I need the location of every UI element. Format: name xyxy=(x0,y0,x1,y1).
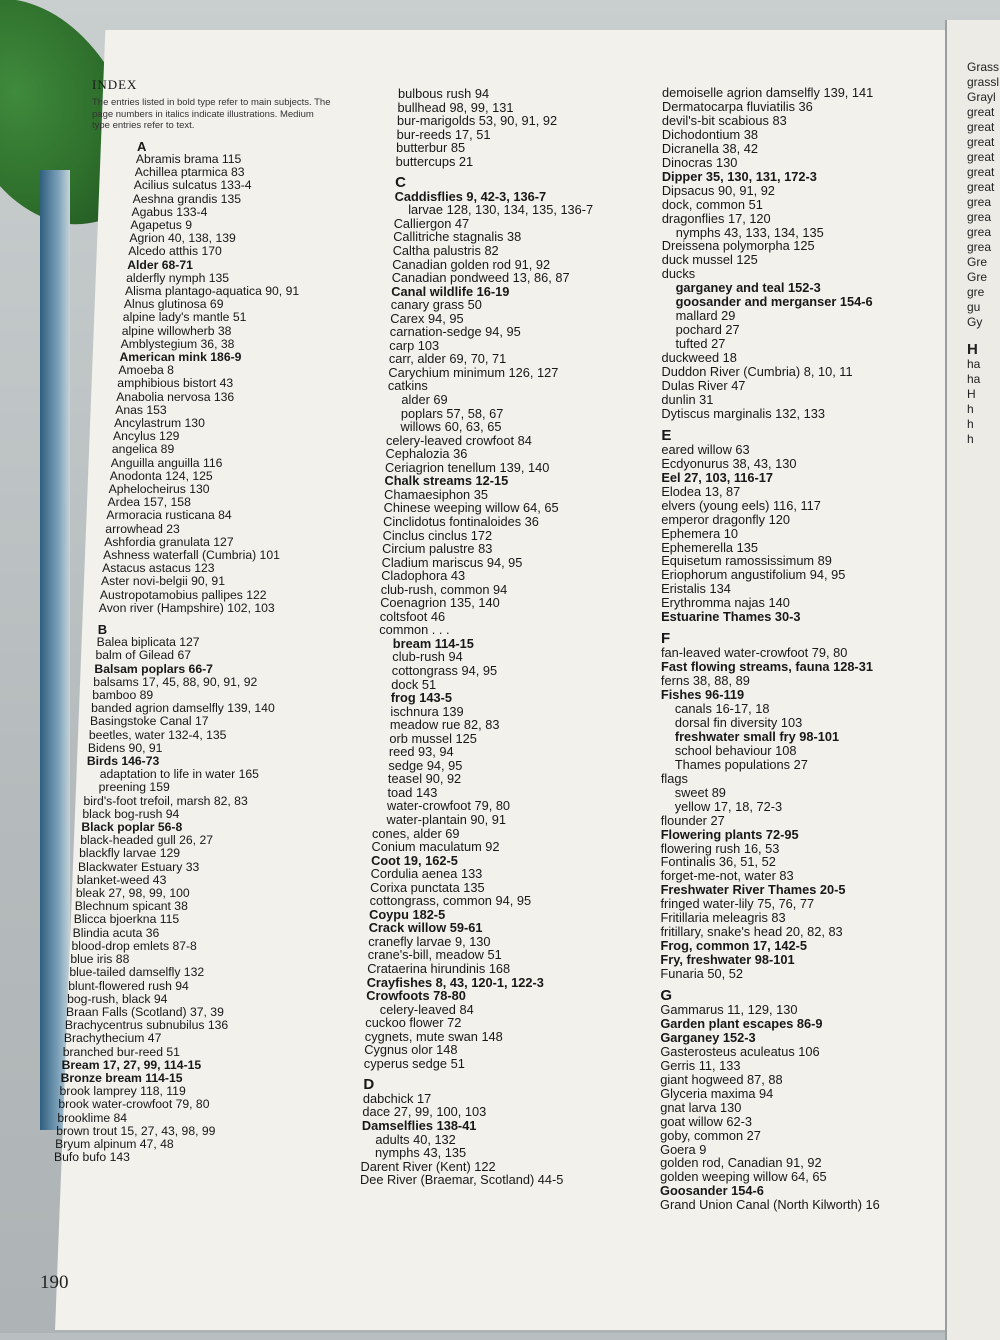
index-entry: Carex 94, 95 xyxy=(390,310,464,326)
index-entry: blunt-flowered rush 94 xyxy=(68,978,189,993)
index-entry: Chinese weeping willow 64, 65 xyxy=(383,500,559,516)
index-entry: Fast flowing streams, fauna 128-31 xyxy=(661,659,873,675)
index-entry: Cinclidotus fontinaloides 36 xyxy=(383,513,539,529)
index-entry: brook water-crowfoot 79, 80 xyxy=(58,1097,210,1112)
index-entry: Garden plant escapes 86-9 xyxy=(660,1015,823,1031)
index-entry: Bufo bufo 143 xyxy=(54,1150,130,1165)
index-entry: duckweed 18 xyxy=(661,350,737,366)
index-entry: Austropotamobius pallipes 122 xyxy=(99,587,267,602)
index-entry: carnation-sedge 94, 95 xyxy=(389,324,521,340)
index-entry: dace 27, 99, 100, 103 xyxy=(362,1104,487,1120)
index-entry: brook lamprey 118, 119 xyxy=(59,1084,186,1099)
index-entry: eared willow 63 xyxy=(661,441,750,457)
index-entry: Brachythecium 47 xyxy=(63,1031,162,1046)
index-entry: cones, alder 69 xyxy=(372,825,460,841)
index-entry: Eriophorum angustifolium 94, 95 xyxy=(661,567,846,583)
index-entry: Dipper 35, 130, 131, 172-3 xyxy=(661,168,817,184)
index-entry: Canal wildlife 16-19 xyxy=(391,283,510,299)
index-entry: Bronze bream 114-15 xyxy=(60,1070,183,1085)
index-subentry: adaptation to life in water 165 xyxy=(99,767,259,782)
index-entry: duck mussel 125 xyxy=(661,252,758,268)
index-entry: butterbur 85 xyxy=(396,140,466,156)
index-entry: canary grass 50 xyxy=(390,297,482,313)
index-entry: Ancylastrum 130 xyxy=(114,415,205,430)
index-entry: Agrion 40, 138, 139 xyxy=(129,231,236,246)
index-entry: bleak 27, 98, 99, 100 xyxy=(75,886,190,901)
book-edge xyxy=(40,170,70,1130)
index-subentry: tufted 27 xyxy=(675,336,726,352)
index-entry: ducks xyxy=(661,266,696,282)
index-entry: Amoeba 8 xyxy=(118,363,174,378)
index-subentry: preening 159 xyxy=(98,780,170,795)
index-entry: Ceriagrion tenellum 139, 140 xyxy=(385,459,550,475)
facing-page-fragment: h xyxy=(967,432,974,446)
index-entry: branched bur-reed 51 xyxy=(62,1044,180,1059)
index-entry: Cygnus olor 148 xyxy=(364,1042,458,1058)
index-subentry: willows 60, 63, 65 xyxy=(400,419,502,435)
index-entry: Chamaesiphon 35 xyxy=(384,486,488,502)
index-entry: common . . . xyxy=(379,622,450,638)
index-entry: fritillary, snake's head 20, 82, 83 xyxy=(660,924,843,940)
index-entry: Alcedo atthis 170 xyxy=(128,244,222,259)
index-entry: Balea biplicata 127 xyxy=(96,635,200,650)
index-entry: Aster novi-belgii 90, 91 xyxy=(101,574,225,589)
index-entry: Eel 27, 103, 116-17 xyxy=(661,469,774,485)
index-subentry: nymphs 43, 133, 134, 135 xyxy=(675,224,824,240)
index-entry: Dreissena polymorpha 125 xyxy=(661,238,815,254)
index-entry: Conium maculatum 92 xyxy=(371,839,500,855)
facing-page-fragment: gre xyxy=(967,285,985,299)
index-subentry: adults 40, 132 xyxy=(375,1131,456,1147)
index-entry: alpine lady's mantle 51 xyxy=(122,310,247,325)
index-entry: Bream 17, 27, 99, 114-15 xyxy=(61,1057,202,1072)
index-entry: Fry, freshwater 98-101 xyxy=(660,952,795,968)
index-entry: dock, common 51 xyxy=(661,196,763,212)
index-entry: Caddisflies 9, 42-3, 136-7 xyxy=(394,188,547,204)
index-subentry: dorsal fin diversity 103 xyxy=(674,714,803,730)
facing-page-fragment: Gre xyxy=(967,255,988,269)
index-entry: Goera 9 xyxy=(660,1141,707,1157)
index-entry: golden rod, Canadian 91, 92 xyxy=(660,1155,822,1171)
index-subentry: teasel 90, 92 xyxy=(387,771,462,787)
facing-page-fragment: grassl xyxy=(967,75,1000,89)
index-entry: Alnus glutinosa 69 xyxy=(123,297,224,312)
index-subentry: reed 93, 94 xyxy=(388,744,454,760)
index-subentry: dock 51 xyxy=(391,676,437,692)
index-entry: Dytiscus marginalis 132, 133 xyxy=(661,405,825,421)
facing-page xyxy=(945,20,1000,1340)
index-entry: cottongrass, common 94, 95 xyxy=(369,893,532,909)
index-entry: Avon river (Hampshire) 102, 103 xyxy=(98,600,275,615)
index-entry: Coot 19, 162-5 xyxy=(371,852,458,868)
facing-page-fragment: great xyxy=(967,105,995,119)
index-letter-heading: F xyxy=(661,630,671,648)
page-heading: INDEX xyxy=(92,77,138,92)
index-subentry: club-rush 94 xyxy=(392,649,463,665)
index-entry: Gasterosteus aculeatus 106 xyxy=(660,1043,820,1059)
index-entry: demoiselle agrion damselfly 139, 141 xyxy=(662,85,874,100)
index-entry: emperor dragonfly 120 xyxy=(661,511,790,527)
index-entry: golden weeping willow 64, 65 xyxy=(660,1169,827,1185)
index-entry: club-rush, common 94 xyxy=(380,581,508,597)
index-entry: Dipsacus 90, 91, 92 xyxy=(661,182,775,198)
index-entry: Crack willow 59-61 xyxy=(368,920,483,936)
index-entry: blackfly larvae 129 xyxy=(79,846,181,861)
index-entry: Garganey 152-3 xyxy=(660,1029,756,1045)
index-entry: brooklime 84 xyxy=(57,1110,128,1125)
index-subentry: goosander and merganser 154-6 xyxy=(675,294,873,310)
index-subentry: garganey and teal 152-3 xyxy=(675,280,821,296)
index-entry: Brachycentrus subnubilus 136 xyxy=(64,1018,229,1033)
index-letter-heading: E xyxy=(661,426,672,444)
index-entry: Black poplar 56-8 xyxy=(81,820,183,835)
index-entry: American mink 186-9 xyxy=(119,349,242,364)
index-entry: Circium palustre 83 xyxy=(382,541,493,557)
index-subentry: yellow 17, 18, 72-3 xyxy=(674,798,783,814)
index-letter-heading: C xyxy=(395,174,406,192)
facing-page-fragment: H xyxy=(967,341,978,358)
index-subentry: water-crowfoot 79, 80 xyxy=(387,798,511,814)
index-entry: forget-me-not, water 83 xyxy=(660,868,794,884)
index-entry: Anguilla anguilla 116 xyxy=(110,455,223,470)
index-entry: Ancylus 129 xyxy=(113,429,180,444)
index-entry: arrowhead 23 xyxy=(105,521,180,536)
index-subentry: nymphs 43, 135 xyxy=(375,1145,467,1161)
index-entry: angelica 89 xyxy=(111,442,175,457)
index-entry: bullhead 98, 99, 131 xyxy=(397,99,514,115)
index-entry: Coypu 182-5 xyxy=(369,906,446,922)
index-entry: gnat larva 130 xyxy=(660,1099,742,1115)
index-column-1 xyxy=(54,77,372,1165)
index-entry: Aeshna grandis 135 xyxy=(132,191,242,206)
index-subentry: toad 143 xyxy=(387,784,438,800)
index-subentry: meadow rue 82, 83 xyxy=(389,717,500,733)
index-entry: Estuarine Thames 30-3 xyxy=(661,609,801,625)
facing-page-fragment: h xyxy=(967,417,974,431)
index-subentry: Thames populations 27 xyxy=(674,756,808,772)
facing-page-fragment: ha xyxy=(967,372,981,386)
index-entry: dunlin 31 xyxy=(661,391,714,407)
index-entry: Agabus 133-4 xyxy=(131,204,208,219)
facing-page-fragment: grea xyxy=(967,225,992,239)
index-entry: Dulas River 47 xyxy=(661,378,746,394)
index-entry: Basingstoke Canal 17 xyxy=(90,714,209,729)
index-entry: Elodea 13, 87 xyxy=(661,483,741,499)
index-entry: balm of Gilead 67 xyxy=(95,648,192,663)
index-subentry: celery-leaved 84 xyxy=(379,1001,474,1017)
facing-page-fragment: great xyxy=(967,180,995,194)
index-entry: Bryum alpinum 47, 48 xyxy=(55,1136,174,1151)
index-entry: goat willow 62-3 xyxy=(660,1113,752,1129)
facing-page-fragment: ha xyxy=(967,357,981,371)
index-entry: Blackwater Estuary 33 xyxy=(78,859,200,874)
index-entry: buttercups 21 xyxy=(395,153,474,169)
index-entry: Aphelocheirus 130 xyxy=(108,481,210,496)
index-entry: catkins xyxy=(387,378,428,394)
index-entry: Ardea 157, 158 xyxy=(107,495,191,510)
index-entry: Corixa punctata 135 xyxy=(370,879,485,895)
index-entry: carr, alder 69, 70, 71 xyxy=(388,351,507,367)
index-entry: Carychium minimum 126, 127 xyxy=(388,364,559,380)
index-entry: cygnets, mute swan 148 xyxy=(364,1028,503,1044)
index-subentry: sedge 94, 95 xyxy=(388,757,463,773)
index-entry: Crowfoots 78-80 xyxy=(366,988,466,1004)
index-entry: Freshwater River Thames 20-5 xyxy=(660,882,846,898)
index-letter-heading: B xyxy=(97,622,108,638)
index-entry: carp 103 xyxy=(389,337,440,353)
index-entry: dragonflies 17, 120 xyxy=(661,210,771,226)
facing-page-fragment: Gre xyxy=(967,270,988,284)
facing-page-fragment: great xyxy=(967,165,995,179)
index-subentry: canals 16-17, 18 xyxy=(674,700,770,716)
index-entry: Damselflies 138-41 xyxy=(361,1118,477,1134)
facing-page-fragment: great xyxy=(967,135,995,149)
index-entry: Cladophora 43 xyxy=(381,568,466,584)
index-entry: Anas 153 xyxy=(115,402,167,417)
index-entry: Blicca bjoerkna 115 xyxy=(73,912,180,927)
index-entry: ferns 38, 88, 89 xyxy=(660,673,750,689)
index-entry: giant hogweed 87, 88 xyxy=(660,1071,783,1087)
index-entry: Agapetus 9 xyxy=(130,217,193,232)
index-subentry: ischnura 139 xyxy=(390,703,464,719)
index-subentry: poplars 57, 58, 67 xyxy=(400,405,504,421)
index-letter-heading: D xyxy=(363,1076,375,1094)
index-entry: Eristalis 134 xyxy=(661,581,731,597)
index-entry: devil's-bit scabious 83 xyxy=(661,112,787,128)
index-entry: Glyceria maxima 94 xyxy=(660,1085,774,1101)
index-letter-heading: G xyxy=(660,987,673,1005)
index-entry: cuckoo flower 72 xyxy=(365,1015,462,1031)
index-entry: Achillea ptarmica 83 xyxy=(134,165,245,180)
index-entry: Armoracia rusticana 84 xyxy=(106,508,232,523)
facing-page-fragment: Grayl xyxy=(967,90,996,104)
index-entry: celery-leaved crowfoot 84 xyxy=(386,432,532,448)
index-letter-heading: A xyxy=(137,138,147,154)
index-entry: black-headed gull 26, 27 xyxy=(80,833,214,848)
index-entry: Ecdyonurus 38, 43, 130 xyxy=(661,455,797,471)
index-subentry: mallard 29 xyxy=(675,308,736,324)
index-entry: bulbous rush 94 xyxy=(398,86,490,101)
index-entry: Flowering plants 72-95 xyxy=(660,826,799,842)
index-entry: Dichodontium 38 xyxy=(661,126,758,142)
index-entry: Alder 68-71 xyxy=(127,257,193,272)
index-entry: Dee River (Braemar, Scotland) 44-5 xyxy=(360,1172,564,1188)
index-entry: blue iris 88 xyxy=(70,952,130,967)
index-entry: flounder 27 xyxy=(660,812,725,828)
facing-page-fragment: grea xyxy=(967,210,992,224)
index-subentry: school behaviour 108 xyxy=(674,742,797,758)
facing-page-fragment: gu xyxy=(967,300,981,314)
index-entry: Ashness waterfall (Cumbria) 101 xyxy=(103,548,280,562)
index-entry: Canadian pondweed 13, 86, 87 xyxy=(391,270,570,286)
index-entry: Gerris 11, 133 xyxy=(660,1057,741,1073)
index-entry: cyperus sedge 51 xyxy=(363,1055,465,1071)
index-entry: blanket-weed 43 xyxy=(76,872,167,887)
index-entry: Balsam poplars 66-7 xyxy=(94,661,213,676)
index-entry: Bidens 90, 91 xyxy=(87,740,163,755)
index-entry: bamboo 89 xyxy=(92,688,154,703)
index-entry: Cinclus cinclus 172 xyxy=(382,527,493,543)
index-entry: blood-drop emlets 87-8 xyxy=(71,938,197,953)
index-subentry: cottongrass 94, 95 xyxy=(391,662,498,678)
index-entry: Erythromma najas 140 xyxy=(661,595,790,611)
index-entry: bur-reeds 17, 51 xyxy=(396,126,491,142)
index-column-3 xyxy=(662,86,944,1212)
index-entry: Crataerina hirundinis 168 xyxy=(367,961,511,976)
index-entry: Equisetum ramossissimum 89 xyxy=(661,553,832,569)
index-entry: Birds 146-73 xyxy=(86,754,160,769)
index-entry: Ephemera 10 xyxy=(661,525,739,541)
index-entry: Goosander 154-6 xyxy=(660,1183,764,1199)
index-entry: crane's-bill, meadow 51 xyxy=(367,947,502,963)
index-entry: flags xyxy=(660,770,688,786)
index-entry: Cephalozia 36 xyxy=(385,446,468,462)
facing-page-fragment: great xyxy=(967,150,995,164)
index-entry: Blindia acuta 36 xyxy=(72,925,160,940)
index-entry: black bog-rush 94 xyxy=(82,806,180,821)
index-entry: Dinocras 130 xyxy=(661,154,738,170)
index-subentry: orb mussel 125 xyxy=(389,730,477,746)
index-entry: Amblystegium 36, 38 xyxy=(120,336,235,351)
index-entry: balsams 17, 45, 88, 90, 91, 92 xyxy=(93,674,258,689)
index-subentry: alder 69 xyxy=(401,392,448,408)
index-entry: alderfly nymph 135 xyxy=(126,270,230,285)
index-intro: The entries listed in bold type refer to main subjects. The page numbers in italics indicate illustrations. Medium type entries refer to text. xyxy=(92,97,331,132)
index-column-2 xyxy=(360,87,650,1187)
index-entry: Abramis brama 115 xyxy=(135,151,242,166)
index-entry: alpine willowherb 38 xyxy=(121,323,232,338)
index-entry: amphibious bistort 43 xyxy=(117,376,234,391)
index-entry: goby, common 27 xyxy=(660,1127,761,1143)
index-entry: Dicranella 38, 42 xyxy=(661,140,758,156)
index-entry: Funaria 50, 52 xyxy=(660,966,743,982)
index-entry: Chalk streams 12-15 xyxy=(384,473,509,489)
index-entry: Fritillaria meleagris 83 xyxy=(660,910,786,926)
facing-page-fragment: Gy xyxy=(967,315,983,329)
index-entry: fan-leaved water-crowfoot 79, 80 xyxy=(661,645,848,661)
index-entry: bird's-foot trefoil, marsh 82, 83 xyxy=(83,793,248,808)
index-entry: Anabolia nervosa 136 xyxy=(116,389,235,404)
index-entry: blue-tailed damselfly 132 xyxy=(69,965,205,980)
index-entry: Fishes 96-119 xyxy=(660,687,745,703)
index-entry: Dermatocarpa fluviatilis 36 xyxy=(662,98,813,114)
index-entry: Canadian golden rod 91, 92 xyxy=(392,256,551,272)
index-entry: Alisma plantago-aquatica 90, 91 xyxy=(125,283,300,298)
facing-page-fragment: H xyxy=(967,387,976,401)
index-entry: Callitriche stagnalis 38 xyxy=(393,229,522,245)
facing-page-fragment: grea xyxy=(967,195,992,209)
index-entry: Ephemerella 135 xyxy=(661,539,758,555)
index-entry: brown trout 15, 27, 43, 98, 99 xyxy=(56,1123,216,1138)
index-entry: Acilius sulcatus 133-4 xyxy=(133,178,252,193)
index-entry: Grand Union Canal (North Kilworth) 16 xyxy=(660,1197,880,1213)
index-entry: Cladium mariscus 94, 95 xyxy=(381,554,523,570)
facing-page-fragment: Grass xyxy=(967,60,1000,74)
index-entry: Crayfishes 8, 43, 120-1, 122-3 xyxy=(366,974,544,990)
index-entry: beetles, water 132-4, 135 xyxy=(88,727,227,742)
index-subentry: frog 143-5 xyxy=(390,690,452,706)
index-entry: coltsfoot 46 xyxy=(379,608,446,624)
index-entry: Frog, common 17, 142-5 xyxy=(660,938,807,954)
index-entry: Blechnum spicant 38 xyxy=(74,899,188,914)
facing-page-fragment: h xyxy=(967,402,974,416)
index-entry: dabchick 17 xyxy=(362,1090,432,1106)
facing-page-fragment: great xyxy=(967,120,995,134)
facing-page-fragment: grea xyxy=(967,240,992,254)
index-entry: flowering rush 16, 53 xyxy=(660,840,780,856)
index-entry: Gammarus 11, 129, 130 xyxy=(660,1002,798,1017)
index-entry: Calliergon 47 xyxy=(393,215,470,231)
index-subentry: bream 114-15 xyxy=(392,635,474,651)
index-entry: cranefly larvae 9, 130 xyxy=(368,933,491,949)
index-subentry: larvae 128, 130, 134, 135, 136-7 xyxy=(408,202,594,218)
index-subentry: sweet 89 xyxy=(674,784,726,800)
index-entry: Cordulia aenea 133 xyxy=(370,866,483,882)
index-subentry: freshwater small fry 98-101 xyxy=(674,728,840,744)
index-entry: Darent River (Kent) 122 xyxy=(360,1158,496,1174)
index-entry: elvers (young eels) 116, 117 xyxy=(661,497,821,513)
index-entry: Astacus astacus 123 xyxy=(102,561,215,576)
index-entry: Caltha palustris 82 xyxy=(392,243,499,259)
index-subentry: pochard 27 xyxy=(675,322,740,338)
index-subentry: water-plantain 90, 91 xyxy=(386,811,507,827)
page-number: 190 xyxy=(40,1272,69,1293)
index-entry: Anodonta 124, 125 xyxy=(109,468,213,483)
index-entry: Coenagrion 135, 140 xyxy=(380,595,500,611)
index-entry: bog-rush, black 94 xyxy=(67,991,168,1006)
index-entry: Fontinalis 36, 51, 52 xyxy=(660,854,776,870)
index-entry: Ashfordia granulata 127 xyxy=(104,534,234,549)
index-entry: bur-marigolds 53, 90, 91, 92 xyxy=(397,113,558,129)
index-entry: Braan Falls (Scotland) 37, 39 xyxy=(66,1004,224,1019)
index-entry: banded agrion damselfly 139, 140 xyxy=(91,701,275,716)
index-entry: Duddon River (Cumbria) 8, 10, 11 xyxy=(661,364,853,380)
index-entry: fringed water-lily 75, 76, 77 xyxy=(660,896,815,912)
